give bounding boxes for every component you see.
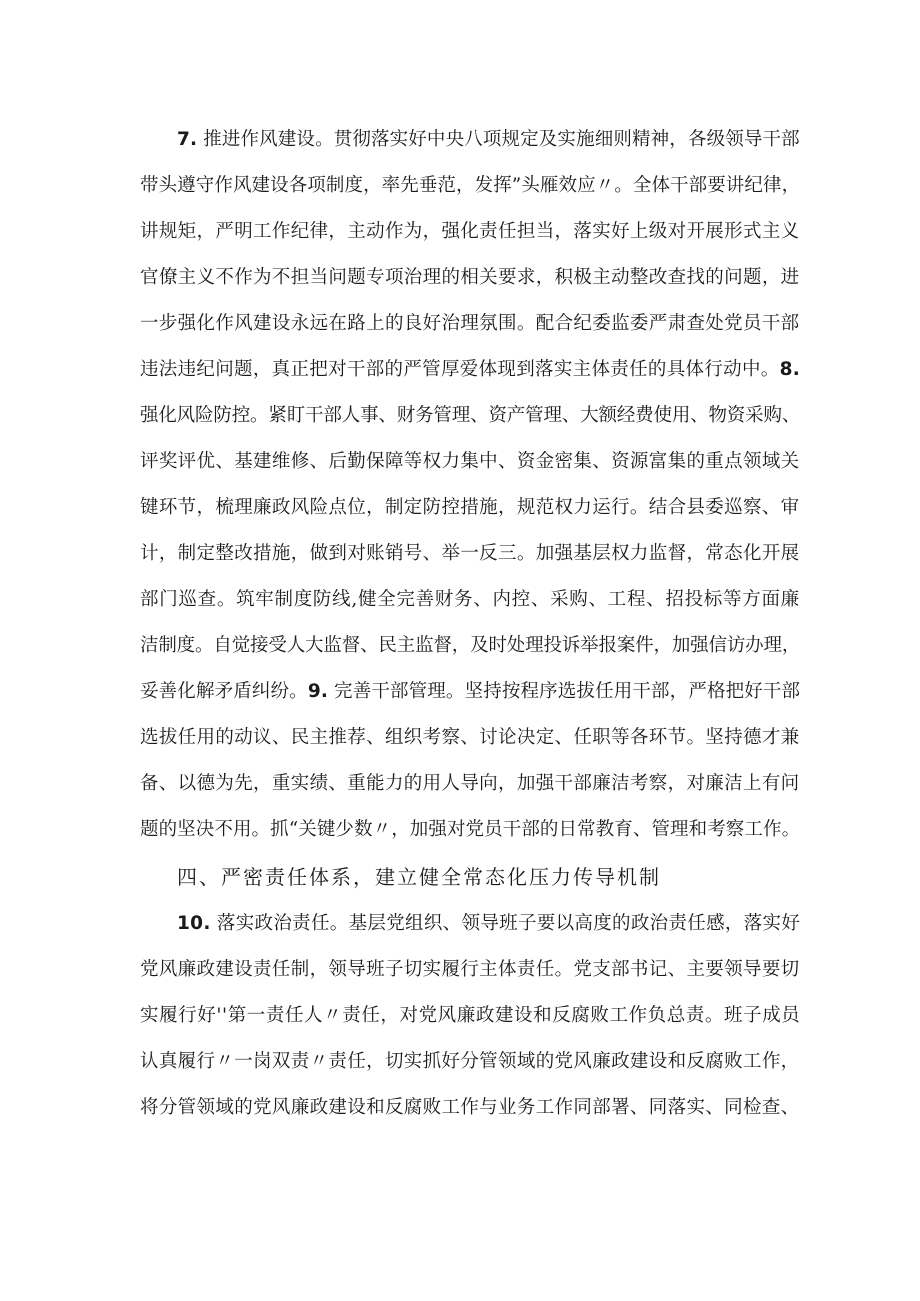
line-text: 推进作风建设。贯彻落实好中央八项规定及实施细则精神，各级领导干部 [197, 129, 800, 150]
line-text: 完善干部管理。坚持按程序选拔任用干部，严格把好干部 [328, 681, 801, 702]
paragraph-line [177, 128, 800, 152]
section-heading: 四、严密责任体系，建立健全常态化压力传导机制 [177, 865, 661, 889]
paragraph-line: 备、以德为先，重实绩、重能力的用人导向，加强干部廉洁考察，对廉洁上有问 [140, 773, 800, 794]
item-number: 10. [177, 913, 211, 934]
line-text: 违法违纪问题，真正把对干部的严管厚爱体现到落实主体责任的具体行动中。 [140, 359, 780, 380]
paragraph-line: 官僚主义不作为不担当问题专项治理的相关要求，积极主动整改查找的问题，进 [140, 267, 800, 288]
paragraph-line: 认真履行〃一岗双责〃责任，切实抓好分管领域的党风廉政建设和反腐败工作， [140, 1051, 800, 1072]
paragraph-line [177, 912, 800, 936]
item-number: 8. [779, 359, 801, 380]
paragraph-line: 强化风险防控。紧盯干部人事、财务管理、资产管理、大额经费使用、物资采购、 [140, 405, 801, 426]
paragraph-line: 将分管领域的党风廉政建设和反腐败工作与业务工作同部署、同落实、同检查、 [140, 1097, 800, 1118]
paragraph-line: 键环节，梳理廉政风险点位，制定防控措施，规范权力运行。结合县委巡察、审 [140, 497, 800, 518]
paragraph-line [140, 680, 800, 704]
paragraph-line: 洁制度。自觉接受人大监督、民主监督，及时处理投诉举报案件，加强信访办理， [140, 635, 801, 656]
paragraph-line: 题的坚决不用。抓“关键少数〃，加强对党员干部的日常教育、管理和考察工作。 [140, 819, 801, 840]
item-number: 7. [177, 129, 198, 150]
paragraph-line: 评奖评优、基建维修、后勤保障等权力集中、资金密集、资源富集的重点领域关 [140, 451, 800, 472]
paragraph-line [140, 358, 800, 382]
paragraph-line: 实履行好''第一责任人〃责任，对党风廉政建设和反腐败工作负总责。班子成员 [140, 1005, 801, 1026]
paragraph-line: 带头遵守作风建设各项制度，率先垂范，发挥”头雁效应〃。全体干部要讲纪律， [140, 175, 801, 196]
paragraph-line: 部门巡查。筑牢制度防线,健全完善财务、内控、采购、工程、招投标等方面廉 [140, 589, 800, 610]
item-number: 9. [307, 681, 329, 702]
paragraph-line: 计，制定整改措施，做到对账销号、举一反三。加强基层权力监督，常态化开展 [140, 543, 800, 564]
paragraph-line: 讲规矩，严明工作纪律，主动作为，强化责任担当，落实好上级对开展形式主义 [140, 221, 800, 242]
paragraph-line: 党风廉政建设责任制，领导班子切实履行主体责任。党支部书记、主要领导要切 [140, 959, 800, 980]
paragraph-line: 一步强化作风建设永远在路上的良好治理氛围。配合纪委监委严肃查处党员干部 [140, 313, 800, 334]
line-text: 妥善化解矛盾纠纷。 [140, 681, 308, 702]
paragraph-line: 选拔任用的动议、民主推荐、组织考察、讨论决定、任职等各环节。坚持德才兼 [140, 727, 800, 748]
line-text: 落实政治责任。基层党组织、领导班子要以高度的政治责任感，落实好 [210, 913, 801, 934]
